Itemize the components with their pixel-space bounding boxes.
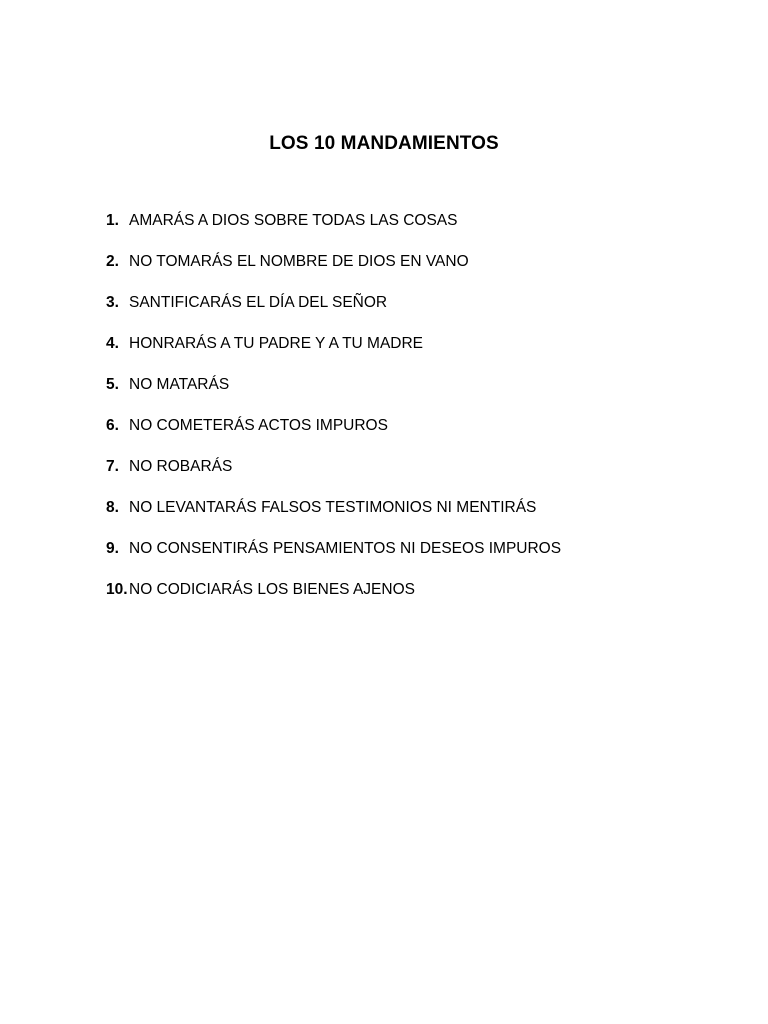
item-number: 1. xyxy=(106,212,119,229)
item-text: NO LEVANTARÁS FALSOS TESTIMONIOS NI MENTIRÁS xyxy=(129,499,537,516)
item-number: 7. xyxy=(106,458,119,475)
item-number: 9. xyxy=(106,540,119,557)
item-number: 4. xyxy=(106,335,119,352)
list-item xyxy=(106,416,561,457)
list-item xyxy=(106,211,561,252)
item-text: NO CODICIARÁS LOS BIENES AJENOS xyxy=(129,581,415,598)
document-title: LOS 10 MANDAMIENTOS xyxy=(269,133,499,154)
item-text: SANTIFICARÁS EL DÍA DEL SEÑOR xyxy=(129,294,388,311)
item-text: NO CONSENTIRÁS PENSAMIENTOS NI DESEOS IMPUROS xyxy=(129,540,562,557)
item-text: AMARÁS A DIOS SOBRE TODAS LAS COSAS xyxy=(129,212,458,229)
list-item xyxy=(106,334,561,375)
list-item xyxy=(106,293,561,334)
item-number: 8. xyxy=(106,499,119,516)
item-number: 2. xyxy=(106,253,119,270)
item-number: 5. xyxy=(106,376,119,393)
item-text: HONRARÁS A TU PADRE Y A TU MADRE xyxy=(129,335,424,352)
item-text: NO ROBARÁS xyxy=(129,458,233,475)
list-item xyxy=(106,375,561,416)
list-item xyxy=(106,498,561,539)
commandments-list xyxy=(106,211,561,621)
list-item xyxy=(106,252,561,293)
list-item xyxy=(106,580,561,621)
list-item xyxy=(106,457,561,498)
item-number: 6. xyxy=(106,417,119,434)
item-text: NO MATARÁS xyxy=(129,376,230,393)
item-text: NO TOMARÁS EL NOMBRE DE DIOS EN VANO xyxy=(129,253,469,270)
list-item xyxy=(106,539,561,580)
item-text: NO COMETERÁS ACTOS IMPUROS xyxy=(129,417,388,434)
item-number: 10. xyxy=(106,581,128,598)
item-number: 3. xyxy=(106,294,119,311)
